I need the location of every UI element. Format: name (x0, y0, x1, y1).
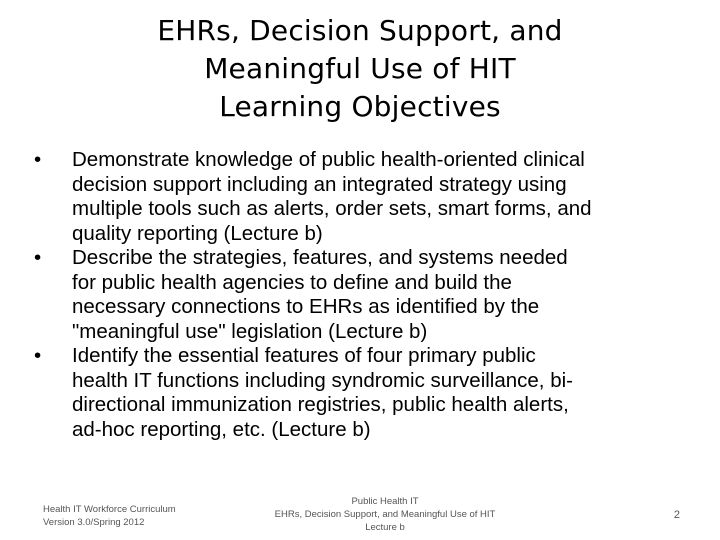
objective-line: Identify the essential features of four primary public (72, 344, 536, 367)
objective-item (30, 344, 690, 442)
footer-line: Health IT Workforce Curriculum (43, 504, 176, 515)
objective-line: directional immunization registries, public health alerts, (72, 393, 569, 416)
objective-item (30, 246, 690, 344)
objective-line: quality reporting (Lecture b) (72, 221, 323, 245)
objective-line: multiple tools such as alerts, order sets, smart forms, and (72, 197, 592, 220)
title-line: EHRs, Decision Support, and (157, 14, 563, 47)
bullet-icon: • (34, 246, 42, 269)
footer-course-title (240, 495, 530, 534)
objectives-list (30, 148, 690, 442)
objective-line: necessary connections to EHRs as identified by the (72, 295, 540, 318)
objective-line: Demonstrate knowledge of public health-oriented clinical (72, 148, 585, 171)
objective-line: ad-hoc reporting, etc. (Lecture b) (72, 417, 371, 441)
footer-line: EHRs, Decision Support, and Meaningful Use of HIT (274, 509, 496, 520)
objective-line: Describe the strategies, features, and systems needed (72, 246, 568, 269)
page-number: 2 (673, 509, 680, 521)
objective-line: "meaningful use" legislation (Lecture b) (72, 319, 428, 343)
bullet-icon: • (34, 148, 42, 171)
footer-line: Lecture b (365, 522, 405, 533)
footer-line: Version 3.0/Spring 2012 (43, 517, 145, 528)
objective-line: decision support including an integrated strategy using (72, 172, 567, 196)
title-line: Learning Objectives (219, 90, 501, 123)
footer-curriculum (43, 503, 176, 529)
slide-title (60, 12, 660, 126)
title-line: Meaningful Use of HIT (204, 52, 516, 85)
objective-item (30, 148, 690, 246)
footer-line: Public Health IT (351, 496, 419, 507)
objective-line: health IT functions including syndromic surveillance, bi- (72, 368, 573, 392)
objective-line: for public health agencies to define and build the (72, 270, 512, 294)
bullet-icon: • (34, 344, 42, 367)
